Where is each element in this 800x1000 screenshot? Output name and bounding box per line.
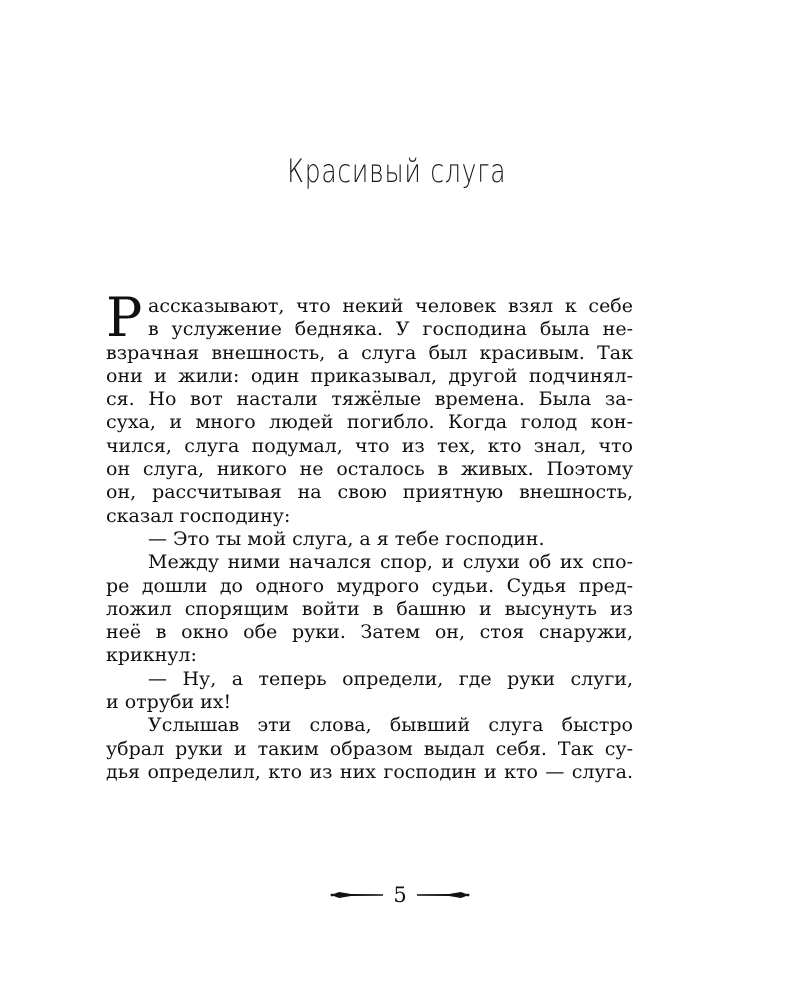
text-line: он слуга, никого не осталось в живых. Поэтому xyxy=(106,458,633,481)
text-line: сказал господину: xyxy=(106,504,291,527)
text-line: — Это ты мой слуга, а я тебе господин. xyxy=(148,527,545,550)
text-line: и отруби их! xyxy=(106,691,232,714)
text-line: ложил спорящим войти в башню и высунуть из xyxy=(106,597,633,620)
text-line: ся. Но вот настали тяжёлые времена. Была за- xyxy=(106,388,633,411)
text-line: дья определил, кто из них господин и кто — слуга. xyxy=(106,760,633,783)
text-line: в услужение бедняка. У господина была не- xyxy=(148,318,633,341)
page-number: 5 xyxy=(393,883,407,907)
left-ornament-icon xyxy=(329,889,383,901)
text-line: чился, слуга подумал, что из тех, кто знал, что xyxy=(106,434,633,457)
drop-cap: Р xyxy=(106,286,143,349)
text-line: они и жили: один приказывал, другой подчинял- xyxy=(106,364,633,387)
text-line: ре дошли до одного мудрого судьи. Судья пред- xyxy=(106,574,633,597)
text-line: — Ну, а теперь определи, где руки слуги, xyxy=(148,667,633,690)
page-number-footer xyxy=(0,883,800,907)
text-line: Между ними начался спор, и слухи об их спо- xyxy=(148,551,633,574)
text-line: суха, и много людей погибло. Когда голод кон- xyxy=(106,411,633,434)
text-line: крикнул: xyxy=(106,644,197,667)
story-text xyxy=(106,286,633,784)
text-line: взрачная внешность, а слуга был красивым. Так xyxy=(106,341,633,364)
text-line: Услышав эти слова, бывший слуга быстро xyxy=(148,714,633,737)
text-line: он, рассчитывая на свою приятную внешность, xyxy=(106,481,633,504)
text-line: убрал руки и таким образом выдал себя. Так су- xyxy=(106,737,633,760)
text-line: ассказывают, что некий человек взял к себе xyxy=(148,295,633,317)
page-title: Красивый слуга xyxy=(287,152,507,190)
right-ornament-icon xyxy=(417,889,471,901)
text-line: неё в окно обе руки. Затем он, стоя снаружи, xyxy=(106,621,633,644)
